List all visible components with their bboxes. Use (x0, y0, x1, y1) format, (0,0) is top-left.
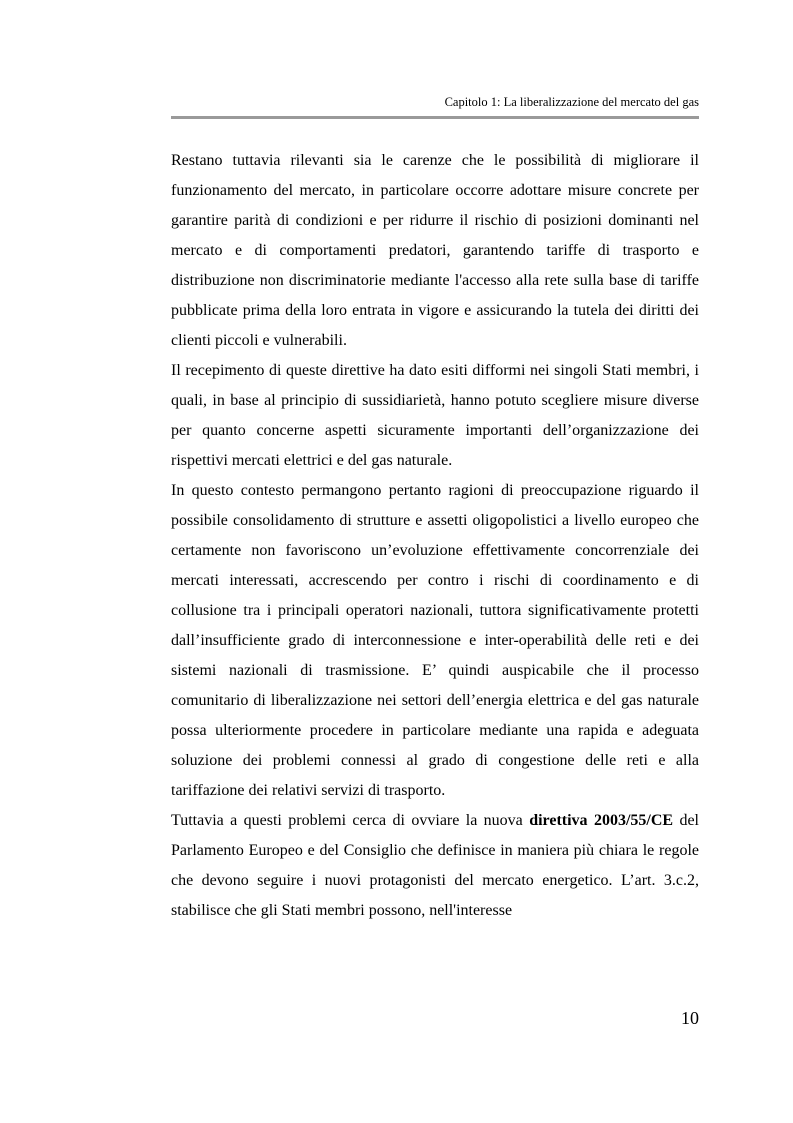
paragraph-4-lead: Tuttavia a questi problemi cerca di ovviare la nuova (171, 812, 530, 829)
body-text (171, 146, 699, 926)
header-divider (171, 116, 699, 119)
paragraph-2: Il recepimento di queste direttive ha dato esiti difformi nei singoli Stati membri, i quali, in base al principio di sussidiarietà, hanno potuto scegliere misure diverse per quanto concerne aspetti sicuramente importanti dell’organizzazione dei rispettivi mercati elettrici e del gas naturale. (171, 362, 699, 469)
page-number: 10 (681, 1008, 699, 1028)
paragraph-4 (171, 806, 699, 926)
running-header: Capitolo 1: La liberalizzazione del mercato del gas (444, 95, 699, 109)
paragraph-3: In questo contesto permangono pertanto ragioni di preoccupazione riguardo il possibile consolidamento di strutture e assetti oligopolistici a livello europeo che certamente non favoriscono un’evoluzione effettivamente concorrenziale dei mercati interessati, accrescendo per contro i rischi di coordinamento e di collusione tra i principali operatori nazionali, tuttora significativamente protetti dall’insufficiente grado di interconnessione e inter-operabilità delle reti e dei sistemi nazionali di trasmissione. E’ quindi auspicabile che il processo comunitario di liberalizzazione nei settori dell’energia elettrica e del gas naturale possa ulteriormente procedere in particolare mediante una rapida e adeguata soluzione dei problemi connessi al grado di congestione delle reti e alla tariffazione dei relativi servizi di trasporto. (171, 482, 699, 799)
paragraph-1: Restano tuttavia rilevanti sia le carenze che le possibilità di migliorare il funzionamento del mercato, in particolare occorre adottare misure concrete per garantire parità di condizioni e per ridurre il rischio di posizioni dominanti nel mercato e di comportamenti predatori, garantendo tariffe di trasporto e distribuzione non discriminatorie mediante l'accesso alla rete sulla base di tariffe pubblicate prima della loro entrata in vigore e assicurando la tutela dei diritti dei clienti piccoli e vulnerabili. (171, 152, 699, 349)
directive-reference: direttiva 2003/55/CE (529, 812, 674, 829)
paragraph-4-rest: del Parlamento Europeo e del Consiglio che definisce in maniera più chiara le regole che devono seguire i nuovi protagonisti del mercato energetico. L’art. 3.c.2, stabilisce che gli Stati membri possono, nell'interesse (171, 812, 700, 919)
